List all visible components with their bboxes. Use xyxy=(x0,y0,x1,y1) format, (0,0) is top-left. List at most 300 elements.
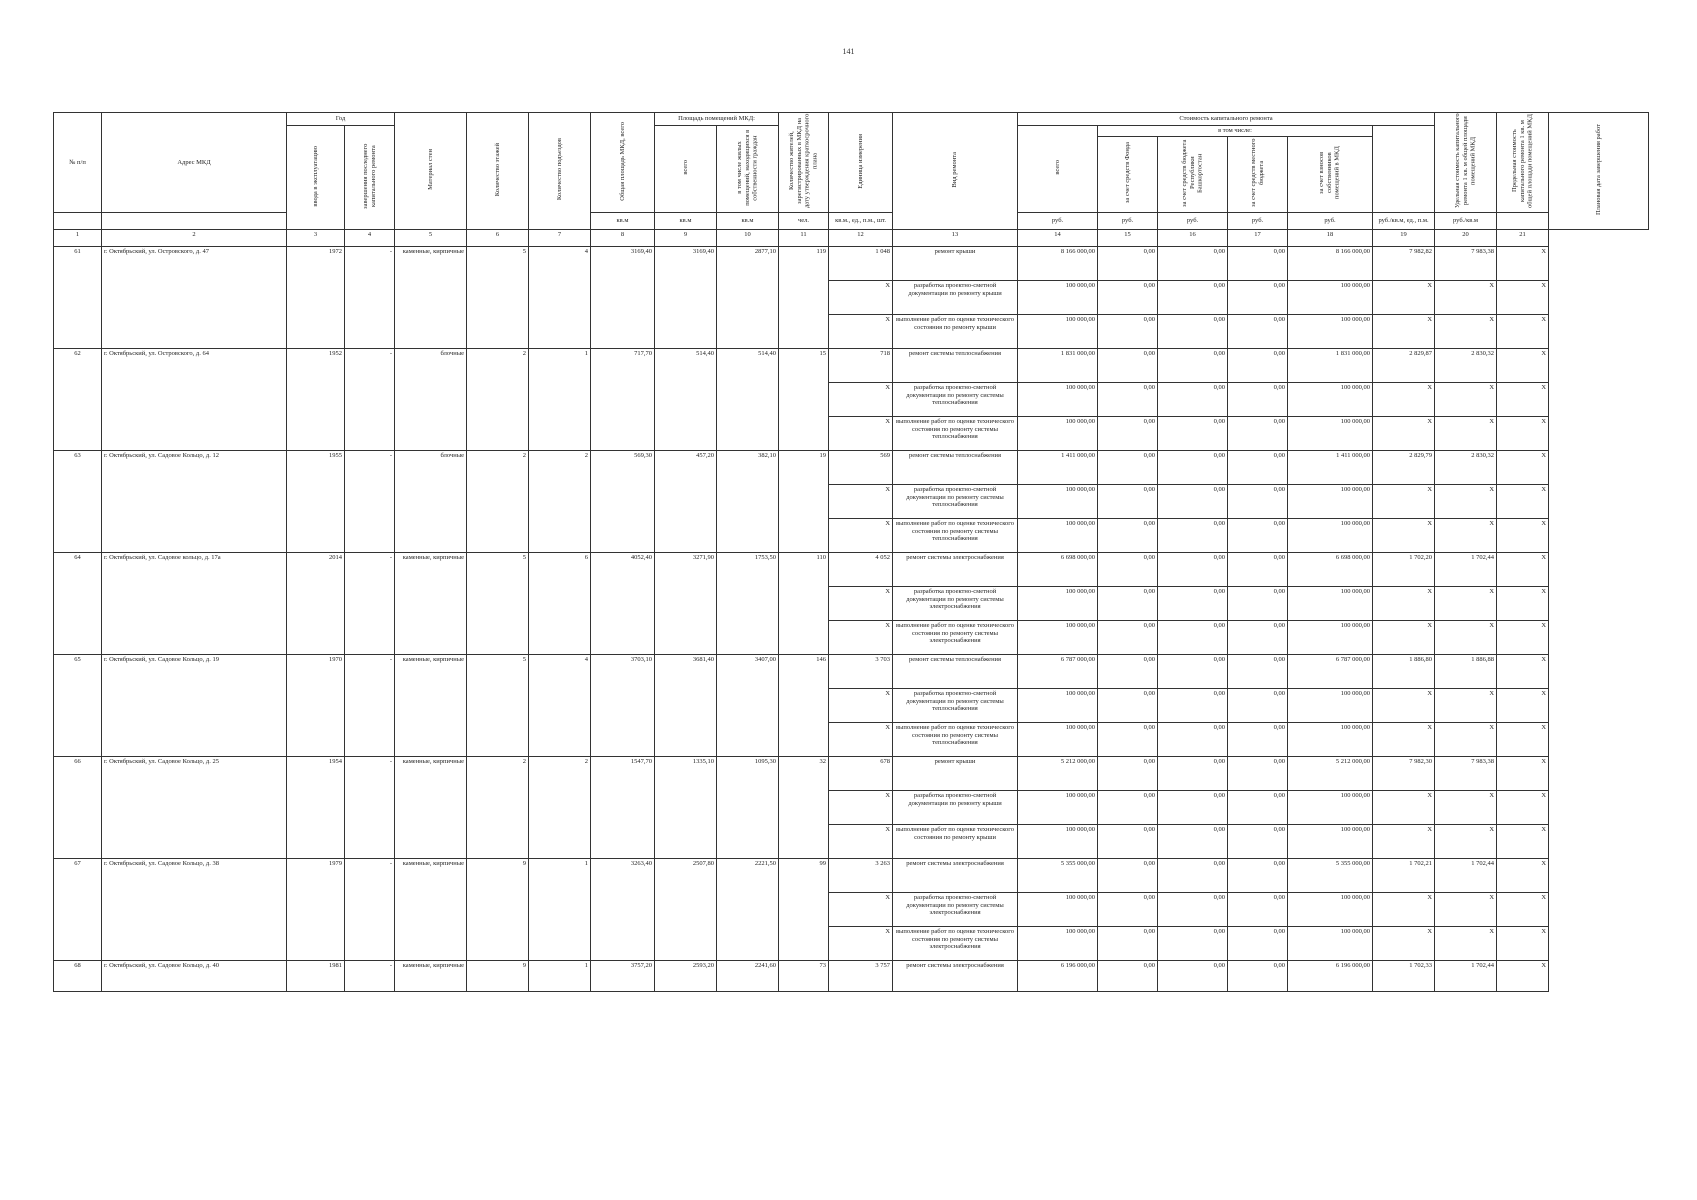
cell-unit: X xyxy=(829,824,893,858)
cell-address: г. Октябрьский, ул. Садовое Кольцо, д. 19 xyxy=(102,654,287,756)
cell-floors: 5 xyxy=(467,552,529,654)
cell-specific-cost: 7 982,30 xyxy=(1373,756,1435,790)
cell-cost-owners: 100 000,00 xyxy=(1288,314,1373,348)
cell-specific-cost: 2 829,87 xyxy=(1373,348,1435,382)
cell-specific-cost: X xyxy=(1373,518,1435,552)
cell-unit: X xyxy=(829,586,893,620)
cell-total-area: 4052,40 xyxy=(591,552,655,654)
unit-residents: чел. xyxy=(779,212,829,229)
cell-residents: 15 xyxy=(779,348,829,450)
cell-max-cost: X xyxy=(1435,518,1497,552)
cell-residents: 119 xyxy=(779,246,829,348)
table-row xyxy=(54,552,1649,586)
cell-cost-fund: 0,00 xyxy=(1098,416,1158,450)
cell-cost-local: 0,00 xyxy=(1228,824,1288,858)
header-floors: Количество этажей xyxy=(467,113,529,230)
cell-unit: 4 052 xyxy=(829,552,893,586)
cell-address: г. Октябрьский, ул. Садовое Кольцо, д. 40 xyxy=(102,960,287,991)
cell-planned-date: X xyxy=(1497,688,1549,722)
cell-cost-total: 100 000,00 xyxy=(1018,926,1098,960)
cell-cost-fund: 0,00 xyxy=(1098,314,1158,348)
table-row xyxy=(54,450,1649,484)
cell-num: 66 xyxy=(54,756,102,858)
cell-repair-type: разработка проектно-сметной документации по ремонту крыши xyxy=(893,280,1018,314)
cell-planned-date: X xyxy=(1497,960,1549,991)
cell-cost-total: 6 787 000,00 xyxy=(1018,654,1098,688)
header-area-residential: в том числе жилых помещений, находящихся в собственности граждан xyxy=(717,126,779,213)
cell-last-repair: - xyxy=(345,450,395,552)
cell-cost-local: 0,00 xyxy=(1228,688,1288,722)
cell-cost-fund: 0,00 xyxy=(1098,382,1158,416)
cell-planned-date: X xyxy=(1497,314,1549,348)
cell-cost-owners: 6 698 000,00 xyxy=(1288,552,1373,586)
cell-repair-type: выполнение работ по оценке технического состояния по ремонту системы электроснабжения xyxy=(893,620,1018,654)
cell-repair-type: выполнение работ по оценке технического состояния по ремонту системы теплоснабжения xyxy=(893,518,1018,552)
cell-repair-type: разработка проектно-сметной документации по ремонту системы теплоснабжения xyxy=(893,382,1018,416)
cell-cost-fund: 0,00 xyxy=(1098,892,1158,926)
cell-entrances: 6 xyxy=(529,552,591,654)
cell-cost-fund: 0,00 xyxy=(1098,756,1158,790)
cell-max-cost: 1 702,44 xyxy=(1435,960,1497,991)
cell-residential: 382,10 xyxy=(717,450,779,552)
cell-max-cost: X xyxy=(1435,484,1497,518)
cell-unit: X xyxy=(829,790,893,824)
cell-year: 1954 xyxy=(287,756,345,858)
cell-specific-cost: X xyxy=(1373,416,1435,450)
cell-cost-local: 0,00 xyxy=(1228,280,1288,314)
cell-cost-owners: 1 411 000,00 xyxy=(1288,450,1373,484)
cell-max-cost: X xyxy=(1435,620,1497,654)
cell-cost-fund: 0,00 xyxy=(1098,450,1158,484)
cell-max-cost: 7 983,38 xyxy=(1435,756,1497,790)
cell-specific-cost: X xyxy=(1373,892,1435,926)
cell-cost-owners: 100 000,00 xyxy=(1288,518,1373,552)
cell-unit: X xyxy=(829,280,893,314)
cell-unit: X xyxy=(829,416,893,450)
cell-planned-date: X xyxy=(1497,484,1549,518)
cell-address: г. Октябрьский, ул. Островского, д. 47 xyxy=(102,246,287,348)
cell-cost-fund: 0,00 xyxy=(1098,960,1158,991)
cell-max-cost: 1 702,44 xyxy=(1435,552,1497,586)
header-unit: Единица измерения xyxy=(829,113,893,213)
cell-cost-republic: 0,00 xyxy=(1158,450,1228,484)
cell-year: 1981 xyxy=(287,960,345,991)
cell-unit: 569 xyxy=(829,450,893,484)
cell-address: г. Октябрьский, ул. Садовое Кольцо, д. 12 xyxy=(102,450,287,552)
header-address: Адрес МКД xyxy=(102,113,287,213)
cell-max-cost: 1 702,44 xyxy=(1435,858,1497,892)
cell-max-cost: X xyxy=(1435,824,1497,858)
cell-cost-fund: 0,00 xyxy=(1098,926,1158,960)
table-row xyxy=(54,654,1649,688)
cell-cost-republic: 0,00 xyxy=(1158,280,1228,314)
cell-year: 1979 xyxy=(287,858,345,960)
cell-unit: X xyxy=(829,722,893,756)
cell-last-repair: - xyxy=(345,654,395,756)
column-number: 2 xyxy=(102,229,287,246)
cell-cost-republic: 0,00 xyxy=(1158,654,1228,688)
cell-specific-cost: X xyxy=(1373,484,1435,518)
cell-cost-local: 0,00 xyxy=(1228,790,1288,824)
cell-cost-owners: 1 831 000,00 xyxy=(1288,348,1373,382)
cell-specific-cost: 1 702,20 xyxy=(1373,552,1435,586)
cell-cost-local: 0,00 xyxy=(1228,654,1288,688)
cell-repair-type: ремонт системы теплоснабжения xyxy=(893,348,1018,382)
unit-specific-cost: руб./кв.м, ед., п.м. xyxy=(1373,212,1435,229)
cell-material: блочные xyxy=(395,348,467,450)
cell-repair-type: ремонт крыши xyxy=(893,246,1018,280)
cell-planned-date: X xyxy=(1497,722,1549,756)
cell-last-repair: - xyxy=(345,756,395,858)
cell-specific-cost: X xyxy=(1373,824,1435,858)
cell-repair-type: выполнение работ по оценке технического состояния по ремонту системы электроснабжения xyxy=(893,926,1018,960)
cell-cost-republic: 0,00 xyxy=(1158,314,1228,348)
cell-unit: 3 703 xyxy=(829,654,893,688)
unit-address xyxy=(102,212,287,229)
cell-unit: X xyxy=(829,620,893,654)
cell-cost-republic: 0,00 xyxy=(1158,620,1228,654)
cell-material: каменные, кирпичные xyxy=(395,858,467,960)
cell-cost-owners: 100 000,00 xyxy=(1288,892,1373,926)
cell-cost-republic: 0,00 xyxy=(1158,688,1228,722)
cell-cost-owners: 100 000,00 xyxy=(1288,484,1373,518)
header-cost-owners: за счет взносов собственников помещений в МКД xyxy=(1288,137,1373,213)
cell-residential: 2241,60 xyxy=(717,960,779,991)
column-number: 12 xyxy=(829,229,893,246)
cell-unit: X xyxy=(829,518,893,552)
column-number: 8 xyxy=(591,229,655,246)
cell-year: 1970 xyxy=(287,654,345,756)
cell-planned-date: X xyxy=(1497,756,1549,790)
cell-planned-date: X xyxy=(1497,382,1549,416)
unit-cost-fund: руб. xyxy=(1098,212,1158,229)
cell-cost-local: 0,00 xyxy=(1228,756,1288,790)
header-year-group: Год xyxy=(287,113,395,126)
column-number: 18 xyxy=(1288,229,1373,246)
cell-material: каменные, кирпичные xyxy=(395,246,467,348)
cell-residents: 73 xyxy=(779,960,829,991)
column-number: 5 xyxy=(395,229,467,246)
cell-floors: 2 xyxy=(467,348,529,450)
cell-cost-owners: 100 000,00 xyxy=(1288,790,1373,824)
cell-cost-fund: 0,00 xyxy=(1098,552,1158,586)
cell-residents: 110 xyxy=(779,552,829,654)
header-year-last-repair: завершения последнего капитального ремонта xyxy=(345,126,395,230)
cell-repair-type: ремонт системы теплоснабжения xyxy=(893,450,1018,484)
cell-area: 3271,90 xyxy=(655,552,717,654)
cell-repair-type: разработка проектно-сметной документации по ремонту системы теплоснабжения xyxy=(893,688,1018,722)
cell-cost-republic: 0,00 xyxy=(1158,382,1228,416)
unit-cost-total: руб. xyxy=(1018,212,1098,229)
header-repair-type: Вид ремонта xyxy=(893,113,1018,230)
cell-cost-republic: 0,00 xyxy=(1158,960,1228,991)
cell-material: каменные, кирпичные xyxy=(395,654,467,756)
table-row xyxy=(54,858,1649,892)
cell-residents: 146 xyxy=(779,654,829,756)
page-number: 141 xyxy=(842,47,855,56)
cell-residential: 514,40 xyxy=(717,348,779,450)
cell-cost-republic: 0,00 xyxy=(1158,824,1228,858)
cell-max-cost: 2 830,32 xyxy=(1435,348,1497,382)
header-area-total: всего xyxy=(655,126,717,213)
cell-planned-date: X xyxy=(1497,450,1549,484)
cell-num: 62 xyxy=(54,348,102,450)
cell-area: 3681,40 xyxy=(655,654,717,756)
cell-repair-type: выполнение работ по оценке технического состояния по ремонту крыши xyxy=(893,314,1018,348)
cell-year: 2014 xyxy=(287,552,345,654)
cell-unit: 1 048 xyxy=(829,246,893,280)
cell-repair-type: ремонт системы теплоснабжения xyxy=(893,654,1018,688)
unit-unit: кв.м., ед., п.м., шт. xyxy=(829,212,893,229)
cell-cost-local: 0,00 xyxy=(1228,450,1288,484)
cell-planned-date: X xyxy=(1497,858,1549,892)
column-number: 11 xyxy=(779,229,829,246)
cell-floors: 9 xyxy=(467,858,529,960)
cell-cost-owners: 100 000,00 xyxy=(1288,586,1373,620)
cell-cost-local: 0,00 xyxy=(1228,892,1288,926)
cell-total-area: 3263,40 xyxy=(591,858,655,960)
cell-specific-cost: X xyxy=(1373,790,1435,824)
cell-specific-cost: 7 982,82 xyxy=(1373,246,1435,280)
cell-cost-fund: 0,00 xyxy=(1098,790,1158,824)
cell-specific-cost: 1 702,33 xyxy=(1373,960,1435,991)
cell-repair-type: ремонт системы электроснабжения xyxy=(893,960,1018,991)
cell-max-cost: X xyxy=(1435,280,1497,314)
cell-area: 457,20 xyxy=(655,450,717,552)
cell-cost-fund: 0,00 xyxy=(1098,722,1158,756)
cell-year: 1952 xyxy=(287,348,345,450)
cell-floors: 2 xyxy=(467,450,529,552)
cell-area: 514,40 xyxy=(655,348,717,450)
header-entrances: Количество подъездов xyxy=(529,113,591,230)
cell-num: 64 xyxy=(54,552,102,654)
header-max-cost: Предельная стоимость капитального ремонта 1 кв. м общей площади помещений МКД xyxy=(1497,113,1549,213)
header-cost-spacer xyxy=(1373,126,1435,213)
cell-material: каменные, кирпичные xyxy=(395,960,467,991)
cell-cost-republic: 0,00 xyxy=(1158,586,1228,620)
cell-entrances: 1 xyxy=(529,348,591,450)
cell-total-area: 569,30 xyxy=(591,450,655,552)
column-numbers-row xyxy=(54,229,1649,246)
cell-cost-fund: 0,00 xyxy=(1098,246,1158,280)
header-total-area: Общая площадь МКД, всего xyxy=(591,113,655,213)
cell-planned-date: X xyxy=(1497,620,1549,654)
cell-cost-total: 100 000,00 xyxy=(1018,484,1098,518)
header-cost-total: всего xyxy=(1018,126,1098,213)
cell-specific-cost: X xyxy=(1373,314,1435,348)
cell-specific-cost: X xyxy=(1373,688,1435,722)
header-planned-date: Плановая дата завершения работ xyxy=(1549,113,1649,230)
column-number: 1 xyxy=(54,229,102,246)
cell-planned-date: X xyxy=(1497,892,1549,926)
cell-entrances: 1 xyxy=(529,858,591,960)
cell-cost-total: 100 000,00 xyxy=(1018,790,1098,824)
cell-cost-republic: 0,00 xyxy=(1158,246,1228,280)
cell-planned-date: X xyxy=(1497,586,1549,620)
cell-cost-fund: 0,00 xyxy=(1098,484,1158,518)
header-year-commission: ввода в эксплуатацию xyxy=(287,126,345,230)
cell-address: г. Октябрьский, ул. Садовое Кольцо, д. 38 xyxy=(102,858,287,960)
cell-max-cost: X xyxy=(1435,382,1497,416)
header-cost-including: в том числе: xyxy=(1098,126,1373,137)
cell-cost-owners: 100 000,00 xyxy=(1288,688,1373,722)
unit-max-cost: руб./кв.м xyxy=(1435,212,1497,229)
cell-cost-total: 5 212 000,00 xyxy=(1018,756,1098,790)
cell-planned-date: X xyxy=(1497,280,1549,314)
cell-entrances: 1 xyxy=(529,960,591,991)
cell-cost-republic: 0,00 xyxy=(1158,926,1228,960)
cell-last-repair: - xyxy=(345,552,395,654)
cell-cost-local: 0,00 xyxy=(1228,926,1288,960)
cell-cost-local: 0,00 xyxy=(1228,416,1288,450)
cell-planned-date: X xyxy=(1497,246,1549,280)
cell-planned-date: X xyxy=(1497,552,1549,586)
cell-cost-owners: 5 212 000,00 xyxy=(1288,756,1373,790)
cell-repair-type: ремонт крыши xyxy=(893,756,1018,790)
cell-unit: 678 xyxy=(829,756,893,790)
cell-cost-owners: 100 000,00 xyxy=(1288,280,1373,314)
cell-cost-fund: 0,00 xyxy=(1098,654,1158,688)
cell-cost-republic: 0,00 xyxy=(1158,416,1228,450)
cell-cost-owners: 100 000,00 xyxy=(1288,620,1373,654)
cell-total-area: 1547,70 xyxy=(591,756,655,858)
cell-cost-local: 0,00 xyxy=(1228,518,1288,552)
capital-repair-table-sheet xyxy=(53,112,1649,992)
cell-repair-type: ремонт системы электроснабжения xyxy=(893,552,1018,586)
column-number: 10 xyxy=(717,229,779,246)
table-row xyxy=(54,960,1649,991)
cell-entrances: 4 xyxy=(529,654,591,756)
cell-cost-total: 1 411 000,00 xyxy=(1018,450,1098,484)
header-residents: Количество жителей, зарегистрированных в МКД на дату утверждения краткосрочного плана xyxy=(779,113,829,213)
cell-last-repair: - xyxy=(345,246,395,348)
header-cost-local: за счет средств местного бюджета xyxy=(1228,137,1288,213)
cell-area: 2593,20 xyxy=(655,960,717,991)
cell-max-cost: X xyxy=(1435,314,1497,348)
cell-floors: 9 xyxy=(467,960,529,991)
cell-address: г. Октябрьский, ул. Островского, д. 64 xyxy=(102,348,287,450)
column-number: 9 xyxy=(655,229,717,246)
cell-unit: 718 xyxy=(829,348,893,382)
cell-unit: X xyxy=(829,892,893,926)
cell-cost-owners: 6 787 000,00 xyxy=(1288,654,1373,688)
cell-specific-cost: 1 886,80 xyxy=(1373,654,1435,688)
cell-repair-type: выполнение работ по оценке технического состояния по ремонту системы теплоснабжения xyxy=(893,722,1018,756)
cell-cost-fund: 0,00 xyxy=(1098,280,1158,314)
table-row xyxy=(54,756,1649,790)
cell-residential: 1095,30 xyxy=(717,756,779,858)
cell-cost-total: 100 000,00 xyxy=(1018,382,1098,416)
cell-max-cost: X xyxy=(1435,790,1497,824)
cell-cost-owners: 100 000,00 xyxy=(1288,416,1373,450)
cell-last-repair: - xyxy=(345,960,395,991)
cell-specific-cost: X xyxy=(1373,382,1435,416)
cell-cost-local: 0,00 xyxy=(1228,960,1288,991)
cell-repair-type: разработка проектно-сметной документации по ремонту системы электроснабжения xyxy=(893,586,1018,620)
cell-unit: X xyxy=(829,926,893,960)
cell-cost-owners: 5 355 000,00 xyxy=(1288,858,1373,892)
cell-cost-fund: 0,00 xyxy=(1098,688,1158,722)
cell-max-cost: X xyxy=(1435,926,1497,960)
cell-last-repair: - xyxy=(345,348,395,450)
cell-cost-fund: 0,00 xyxy=(1098,620,1158,654)
column-number: 17 xyxy=(1228,229,1288,246)
cell-num: 68 xyxy=(54,960,102,991)
cell-material: блочные xyxy=(395,450,467,552)
cell-cost-republic: 0,00 xyxy=(1158,348,1228,382)
header-cost-republic: за счет средств бюджета Республики Башкортостан xyxy=(1158,137,1228,213)
cell-repair-type: выполнение работ по оценке технического состояния по ремонту крыши xyxy=(893,824,1018,858)
cell-specific-cost: X xyxy=(1373,926,1435,960)
cell-cost-local: 0,00 xyxy=(1228,586,1288,620)
unit-area-residential: кв.м xyxy=(717,212,779,229)
cell-floors: 5 xyxy=(467,246,529,348)
cell-cost-fund: 0,00 xyxy=(1098,824,1158,858)
cell-cost-owners: 100 000,00 xyxy=(1288,382,1373,416)
cell-area: 3169,40 xyxy=(655,246,717,348)
cell-cost-total: 100 000,00 xyxy=(1018,280,1098,314)
cell-cost-republic: 0,00 xyxy=(1158,722,1228,756)
cell-cost-republic: 0,00 xyxy=(1158,858,1228,892)
cell-residential: 1753,50 xyxy=(717,552,779,654)
cell-residential: 2221,50 xyxy=(717,858,779,960)
cell-specific-cost: X xyxy=(1373,586,1435,620)
cell-cost-local: 0,00 xyxy=(1228,552,1288,586)
column-number: 3 xyxy=(287,229,345,246)
cell-max-cost: X xyxy=(1435,416,1497,450)
cell-cost-fund: 0,00 xyxy=(1098,586,1158,620)
cell-cost-republic: 0,00 xyxy=(1158,892,1228,926)
cell-cost-local: 0,00 xyxy=(1228,858,1288,892)
cell-cost-local: 0,00 xyxy=(1228,722,1288,756)
cell-max-cost: 7 983,38 xyxy=(1435,246,1497,280)
cell-cost-fund: 0,00 xyxy=(1098,858,1158,892)
cell-cost-total: 100 000,00 xyxy=(1018,416,1098,450)
cell-unit: 3 757 xyxy=(829,960,893,991)
cell-cost-total: 6 196 000,00 xyxy=(1018,960,1098,991)
column-number: 19 xyxy=(1373,229,1435,246)
cell-unit: X xyxy=(829,688,893,722)
unit-cost-local: руб. xyxy=(1228,212,1288,229)
column-number: 16 xyxy=(1158,229,1228,246)
unit-area-total: кв.м xyxy=(655,212,717,229)
cell-repair-type: выполнение работ по оценке технического состояния по ремонту системы теплоснабжения xyxy=(893,416,1018,450)
cell-specific-cost: X xyxy=(1373,620,1435,654)
cell-cost-local: 0,00 xyxy=(1228,348,1288,382)
cell-floors: 2 xyxy=(467,756,529,858)
cell-year: 1955 xyxy=(287,450,345,552)
cell-cost-republic: 0,00 xyxy=(1158,518,1228,552)
cell-max-cost: X xyxy=(1435,688,1497,722)
cell-entrances: 2 xyxy=(529,756,591,858)
cell-cost-total: 100 000,00 xyxy=(1018,722,1098,756)
header-wall-material: Материал стен xyxy=(395,113,467,230)
cell-residential: 3407,00 xyxy=(717,654,779,756)
cell-repair-type: разработка проектно-сметной документации по ремонту крыши xyxy=(893,790,1018,824)
cell-specific-cost: X xyxy=(1373,280,1435,314)
cell-max-cost: 2 830,32 xyxy=(1435,450,1497,484)
cell-cost-republic: 0,00 xyxy=(1158,552,1228,586)
cell-last-repair: - xyxy=(345,858,395,960)
cell-cost-fund: 0,00 xyxy=(1098,518,1158,552)
capital-repair-table xyxy=(53,112,1649,992)
cell-cost-total: 1 831 000,00 xyxy=(1018,348,1098,382)
column-number: 14 xyxy=(1018,229,1098,246)
cell-cost-total: 6 698 000,00 xyxy=(1018,552,1098,586)
cell-cost-total: 8 166 000,00 xyxy=(1018,246,1098,280)
cell-residents: 32 xyxy=(779,756,829,858)
cell-cost-owners: 6 196 000,00 xyxy=(1288,960,1373,991)
